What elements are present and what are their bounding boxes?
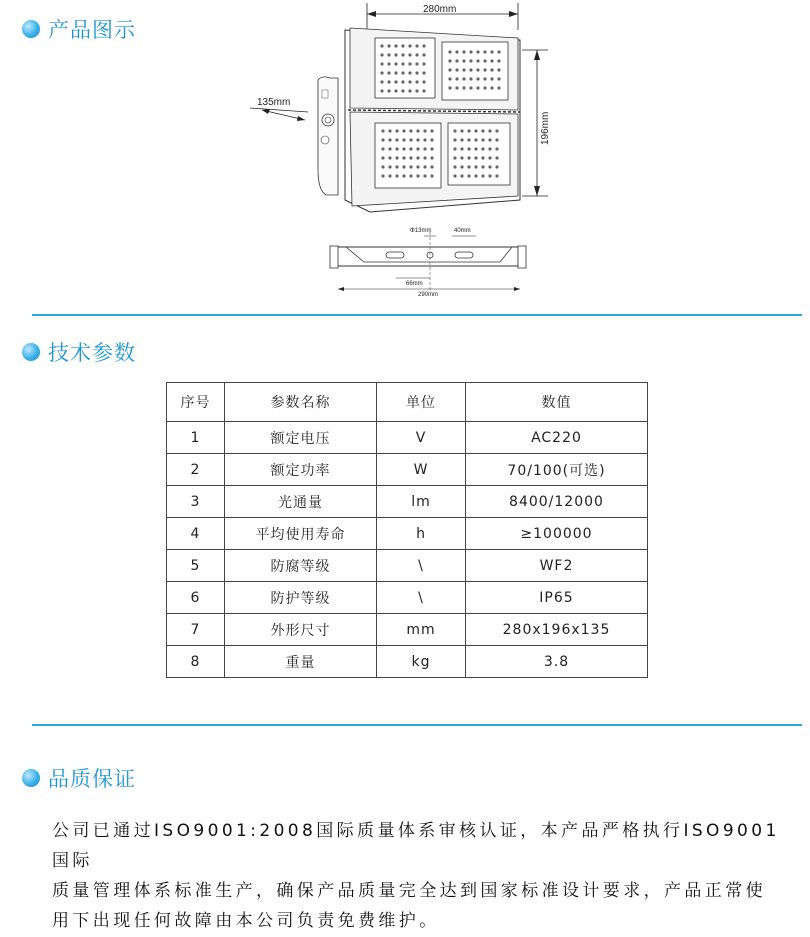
dim-center-label: 66mm xyxy=(406,281,423,287)
paragraph-line: 公司已通过ISO9001:2008国际质量体系审核认证，本产品严格执行ISO9001国际 xyxy=(52,821,780,871)
paragraph-line: 用下出现任何故障由本公司负责免费维护。 xyxy=(52,911,440,931)
table-cell: 重量 xyxy=(225,646,377,678)
column-header: 单位 xyxy=(377,383,466,422)
section-title: 技术参数 xyxy=(48,341,136,365)
spec-table xyxy=(166,382,648,678)
table-cell: 8 xyxy=(167,646,225,678)
table-cell: 3.8 xyxy=(466,646,648,678)
table-row xyxy=(167,422,648,454)
dim-total-label: 290mm xyxy=(418,292,439,298)
table-cell: 光通量 xyxy=(225,486,377,518)
table-cell: kg xyxy=(377,646,466,678)
table-cell: ≥100000 xyxy=(466,518,648,550)
dim-height-label: 196mm xyxy=(540,111,551,145)
table-cell: WF2 xyxy=(466,550,648,582)
table-cell: 6 xyxy=(167,582,225,614)
section-divider xyxy=(32,314,802,316)
table-row xyxy=(167,550,648,582)
table-cell: 8400/12000 xyxy=(466,486,648,518)
table-cell: 4 xyxy=(167,518,225,550)
bullet-icon xyxy=(22,20,40,38)
dim-hole-label: Φ13mm xyxy=(410,228,432,234)
section-divider xyxy=(32,724,802,726)
table-cell: 外形尺寸 xyxy=(225,614,377,646)
table-row xyxy=(167,614,648,646)
table-row xyxy=(167,646,648,678)
table-row xyxy=(167,518,648,550)
column-header: 序号 xyxy=(167,383,225,422)
table-row xyxy=(167,582,648,614)
quality-paragraph xyxy=(52,816,792,936)
table-row xyxy=(167,486,648,518)
section-title: 产品图示 xyxy=(48,18,136,42)
table-cell: \ xyxy=(377,550,466,582)
dim-depth-label: 135mm xyxy=(257,97,291,108)
table-cell: 5 xyxy=(167,550,225,582)
paragraph-line: 质量管理体系标准生产，确保产品质量完全达到国家标准设计要求，产品正常使 xyxy=(52,881,766,901)
dim-width-label: 280mm xyxy=(423,4,457,15)
product-technical-drawing xyxy=(230,0,560,300)
table-cell: 平均使用寿命 xyxy=(225,518,377,550)
column-header: 参数名称 xyxy=(225,383,377,422)
bullet-icon xyxy=(22,343,40,361)
table-cell: V xyxy=(377,422,466,454)
section-header-product-diagram xyxy=(22,14,136,44)
table-cell: 额定功率 xyxy=(225,454,377,486)
table-cell: 2 xyxy=(167,454,225,486)
bullet-icon xyxy=(22,769,40,787)
table-cell: 防腐等级 xyxy=(225,550,377,582)
dim-slot-label: 40mm xyxy=(454,228,471,234)
table-cell: 7 xyxy=(167,614,225,646)
table-header-row xyxy=(167,383,648,422)
table-cell: 防护等级 xyxy=(225,582,377,614)
table-cell: lm xyxy=(377,486,466,518)
section-title: 品质保证 xyxy=(48,767,136,791)
section-header-specs xyxy=(22,337,136,367)
table-cell: h xyxy=(377,518,466,550)
table-cell: 额定电压 xyxy=(225,422,377,454)
table-cell: \ xyxy=(377,582,466,614)
table-cell: 280x196x135 xyxy=(466,614,648,646)
table-cell: 1 xyxy=(167,422,225,454)
table-cell: IP65 xyxy=(466,582,648,614)
table-cell: AC220 xyxy=(466,422,648,454)
section-header-quality xyxy=(22,763,136,793)
column-header: 数值 xyxy=(466,383,648,422)
table-cell: 70/100(可选) xyxy=(466,454,648,486)
table-cell: mm xyxy=(377,614,466,646)
table-cell: 3 xyxy=(167,486,225,518)
table-cell: W xyxy=(377,454,466,486)
table-row xyxy=(167,454,648,486)
